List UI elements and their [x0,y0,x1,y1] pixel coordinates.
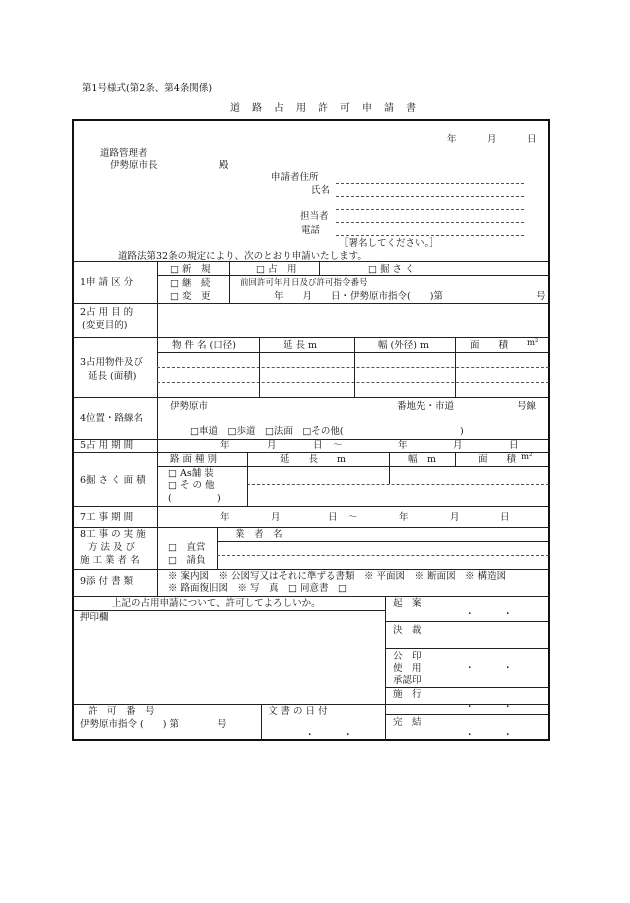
road-part-options[interactable]: □車道 □歩道 □法面 □その他( [190,426,344,437]
occupy-to-month[interactable]: 月 [453,440,463,451]
col-dig-area: 面 積 [478,454,517,465]
row1-label: 1申 請 区 分 [80,277,134,288]
contractor-name-label: 業 者 名 [235,529,283,540]
occupy-to-day[interactable]: 日 [509,440,519,451]
form-title: 道 路 占 用 許 可 申 請 書 [230,103,417,114]
purpose-input[interactable] [158,304,548,336]
doc-date-dots[interactable]: ・ ・ [305,730,353,741]
seal-label-line3: 承認印 [393,675,422,686]
applicant-name-line[interactable] [336,196,524,197]
contact-person-line[interactable] [336,222,524,223]
row9-label: 9添 付 書 類 [80,576,134,587]
surface-asphalt[interactable]: □ As舗 装 [168,468,214,479]
draft-label: 起 案 [393,598,422,609]
col-dig-area-unit: m² [521,452,533,462]
work-to-day[interactable]: 日 [500,512,510,523]
road-part-close: ) [460,426,464,437]
row6-label: 6掘 さ く 面 積 [80,475,146,486]
col-area: 面 積 [470,340,509,351]
row3-label-line2: 延長 (面積) [88,371,137,382]
doc-date-label: 文 書 の 日 付 [268,706,328,717]
seal-field-label: 押印欄 [80,612,109,623]
enforcement-date-dots[interactable]: ・ ・ [465,702,513,713]
occupy-from-month[interactable]: 月 [267,440,277,451]
row7-label: 7工 事 期 間 [80,512,134,523]
surface-other-paren-open: ( [168,493,172,504]
decision-label: 決 裁 [393,625,422,636]
col-area-unit: m² [527,338,539,348]
applicant-name-label: 氏名 [311,185,331,196]
draft-date-dots[interactable]: ・ ・ [465,609,513,620]
date-year[interactable]: 年 [447,134,457,145]
honorific: 殿 [219,160,229,171]
phone-line[interactable] [336,235,524,236]
date-month[interactable]: 月 [487,134,497,145]
col-dig-width: 幅 m [408,454,437,465]
prev-permit-label: 前回許可年月日及び許可指令番号 [240,278,368,288]
col-dig-length: 延 長 m [280,454,347,465]
col-width: 幅 (外径) m [378,340,429,351]
option-excavate[interactable]: □ 掘 さ く [368,264,415,275]
prev-permit-no-suffix: 号 [536,291,546,302]
col-surface-type: 路 面 種 別 [170,454,218,465]
option-continue[interactable]: □ 継 続 [170,278,211,289]
option-new[interactable]: □ 新 規 [170,264,211,275]
approval-statement: 上記の占用申請について、許可してよろしいか。 [112,598,321,609]
attached-docs-line1[interactable]: ※ 案内図 ※ 公図写又はそれに準ずる書類 ※ 平面図 ※ 断面図 ※ 構造図 [168,571,507,582]
row4-label: 4位置・路線名 [80,413,144,424]
row2-label-line2: (変更目的) [82,320,128,331]
attached-docs-line2[interactable]: ※ 路面復旧図 ※ 写 真 □ 同意書 □ [168,583,348,594]
addressee-line1: 道路管理者 [100,148,148,159]
addressee-line2: 伊勢原市長 [110,160,158,171]
row2-label-line1: 2占 用 目 的 [80,307,134,318]
occupy-tilde: 〜 [333,440,343,451]
applicant-extra-line[interactable] [336,209,524,210]
row3-label-line1: 3占用物件及び [80,357,144,368]
form-number: 第1号様式(第2条、第4条関係) [82,83,213,94]
city-name: 伊勢原市 [170,401,209,412]
phone-label: 電話 [301,225,321,236]
completion-label: 完 結 [393,717,422,728]
option-contract[interactable]: □ 請負 [168,555,206,566]
col-length: 延 長 m [283,340,318,351]
seal-label-line2: 使 用 [393,663,422,674]
contact-person-label: 担当者 [300,211,329,222]
seal-label-line1: 公 印 [393,651,422,662]
route-suffix: 号線 [517,401,537,412]
option-change[interactable]: □ 変 更 [170,291,211,302]
col-item-name: 物 件 名 (口径) [172,340,236,351]
work-to-month[interactable]: 月 [450,512,460,523]
work-from-year[interactable]: 年 [220,512,230,523]
occupy-to-year[interactable]: 年 [398,440,408,451]
occupy-from-day[interactable]: 日 [313,440,323,451]
street-label: 番地先・市道 [397,401,455,412]
work-tilde: 〜 [348,512,358,523]
option-direct[interactable]: □ 直営 [168,542,206,553]
applicant-address-line[interactable] [336,183,524,184]
prev-permit-date[interactable]: 年 月 日・伊勢原市指令( )第 [274,291,443,302]
row5-label: 5占 用 期 間 [80,440,134,451]
signature-note: ［署名してください。］ [339,238,439,249]
applicant-address-label: 申請者住所 [271,172,319,183]
option-occupy[interactable]: □ 占 用 [256,264,297,275]
row8-label-line1: 8工 事 の 実 施 [80,529,146,540]
enforcement-label: 施 行 [393,689,422,700]
work-to-year[interactable]: 年 [399,512,409,523]
statement: 道路法第32条の規定により、次のとおり申請いたします。 [118,251,367,262]
surface-other-paren-close: ) [217,493,221,504]
row8-label-line3: 施 工 業 者 名 [80,555,140,566]
date-day[interactable]: 日 [527,134,537,145]
work-from-day[interactable]: 日 [328,512,338,523]
row8-label-line2: 方 法 及 び [88,542,136,553]
seal-date-dots[interactable]: ・ ・ [465,663,513,674]
occupy-from-year[interactable]: 年 [220,440,230,451]
work-from-month[interactable]: 月 [271,512,281,523]
permit-no-label: 許 可 番 号 [88,706,155,717]
permit-no-value[interactable]: 伊勢原市指令 ( ) 第 号 [80,719,227,730]
surface-other[interactable]: □ そ の 他 [168,480,215,491]
completion-date-dots[interactable]: ・ ・ [465,730,513,741]
